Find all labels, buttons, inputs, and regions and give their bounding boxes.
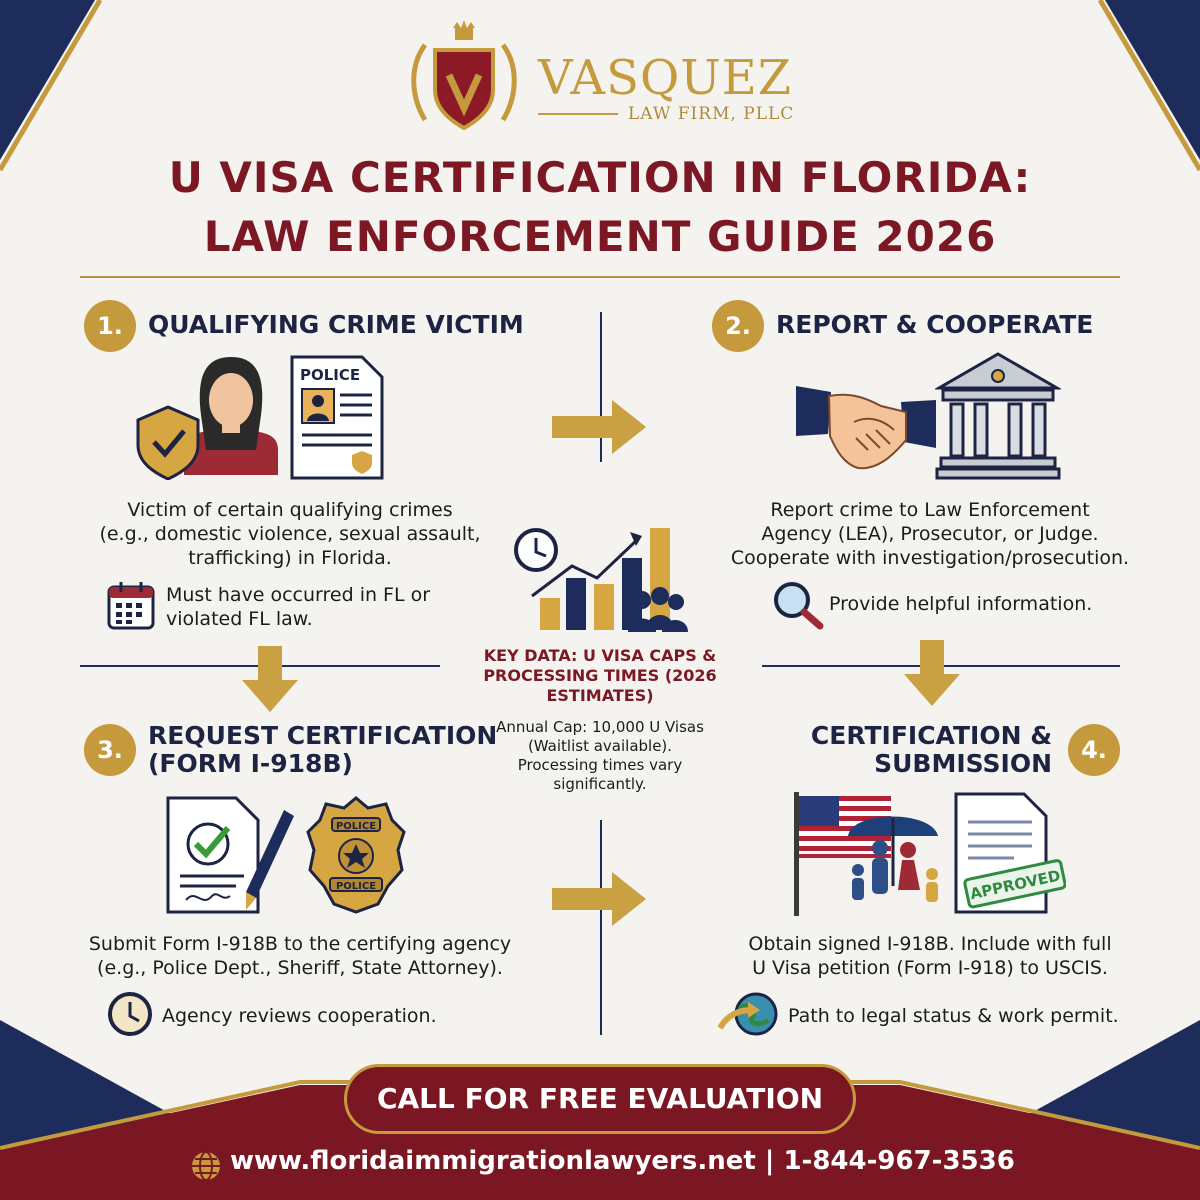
step-title: QUALIFYING CRIME VICTIM	[148, 310, 524, 339]
step-note: Path to legal status & work permit.	[788, 1005, 1119, 1027]
clock-icon	[106, 990, 154, 1038]
handshake-icon	[796, 378, 936, 478]
step-title: REQUEST CERTIFICATION (FORM I-918B)	[148, 721, 498, 778]
bar-chart-icon	[512, 526, 688, 636]
divider	[600, 820, 602, 1035]
website-link[interactable]: www.floridaimmigrationlawyers.net	[230, 1146, 756, 1176]
step-title: REPORT & COOPERATE	[776, 310, 1094, 339]
svg-text:POLICE: POLICE	[300, 366, 361, 384]
police-report-icon	[290, 355, 384, 480]
step-note: Agency reviews cooperation.	[162, 1005, 437, 1027]
footer-contact	[230, 1146, 1015, 1176]
svg-text:APPROVED: APPROVED	[968, 866, 1062, 904]
title-divider	[80, 276, 1120, 278]
magnifier-icon	[772, 580, 824, 630]
svg-text:POLICE: POLICE	[335, 881, 377, 892]
divider	[538, 113, 618, 115]
step-description: Obtain signed I-918B. Include with full U Visa petition (Form I-918) to USCIS.	[748, 933, 1112, 979]
brand-name: VASQUEZ	[538, 50, 793, 106]
globe-icon	[190, 1150, 222, 1182]
woman-avatar-icon	[184, 357, 278, 475]
signed-document-icon	[166, 796, 296, 916]
police-badge-icon	[306, 796, 406, 914]
phone-link[interactable]: 1-844-967-3536	[783, 1146, 1015, 1176]
step-note: Provide helpful information.	[829, 593, 1093, 615]
approved-document-icon	[954, 792, 1066, 916]
umbrella-family-icon	[848, 817, 938, 903]
calendar-icon	[107, 580, 155, 630]
victim-illustration	[136, 355, 286, 480]
step-description: Submit Form I-918B to the certifying agency (e.g., Police Dept., Sheriff, State Attorney).	[88, 933, 512, 979]
step-note: Must have occurred in FL or violated FL law.	[166, 584, 431, 630]
us-flag-icon	[790, 790, 950, 918]
arrow-down-icon	[242, 646, 298, 712]
step-description: Report crime to Law Enforcement Agency (LEA), Prosecutor, or Judge. Cooperate with investigation/prosecution.	[730, 499, 1130, 569]
clock-icon	[516, 530, 556, 570]
brand-subtitle: LAW FIRM, PLLC	[628, 104, 795, 124]
step-number: 4.	[1068, 724, 1120, 776]
globe-arrow-icon	[718, 990, 780, 1038]
separator: |	[764, 1146, 775, 1176]
svg-text:POLICE: POLICE	[335, 821, 377, 832]
arrow-down-icon	[904, 640, 960, 706]
courthouse-icon	[935, 352, 1061, 480]
step-number: 2.	[712, 300, 764, 352]
step-number: 1.	[84, 300, 136, 352]
key-data-title: KEY DATA: U VISA CAPS & PROCESSING TIMES (2026 ESTIMATES)	[483, 646, 717, 705]
arrow-right-icon	[552, 400, 648, 454]
step-description: Victim of certain qualifying crimes (e.g., domestic violence, sexual assault, trafficking) in Florida.	[99, 499, 481, 569]
crest-icon	[405, 20, 523, 138]
cta-button[interactable]: CALL FOR FREE EVALUATION	[344, 1064, 856, 1134]
key-data-text: Annual Cap: 10,000 U Visas (Waitlist available). Processing times vary significantly.	[496, 718, 704, 793]
step-number: 3.	[84, 724, 136, 776]
page-title-line2: LAW ENFORCEMENT GUIDE 2026	[203, 212, 997, 261]
arrow-right-icon	[552, 872, 648, 926]
page-title-line1: U VISA CERTIFICATION IN FLORIDA:	[168, 153, 1032, 202]
step-title: CERTIFICATION & SUBMISSION	[810, 721, 1052, 778]
